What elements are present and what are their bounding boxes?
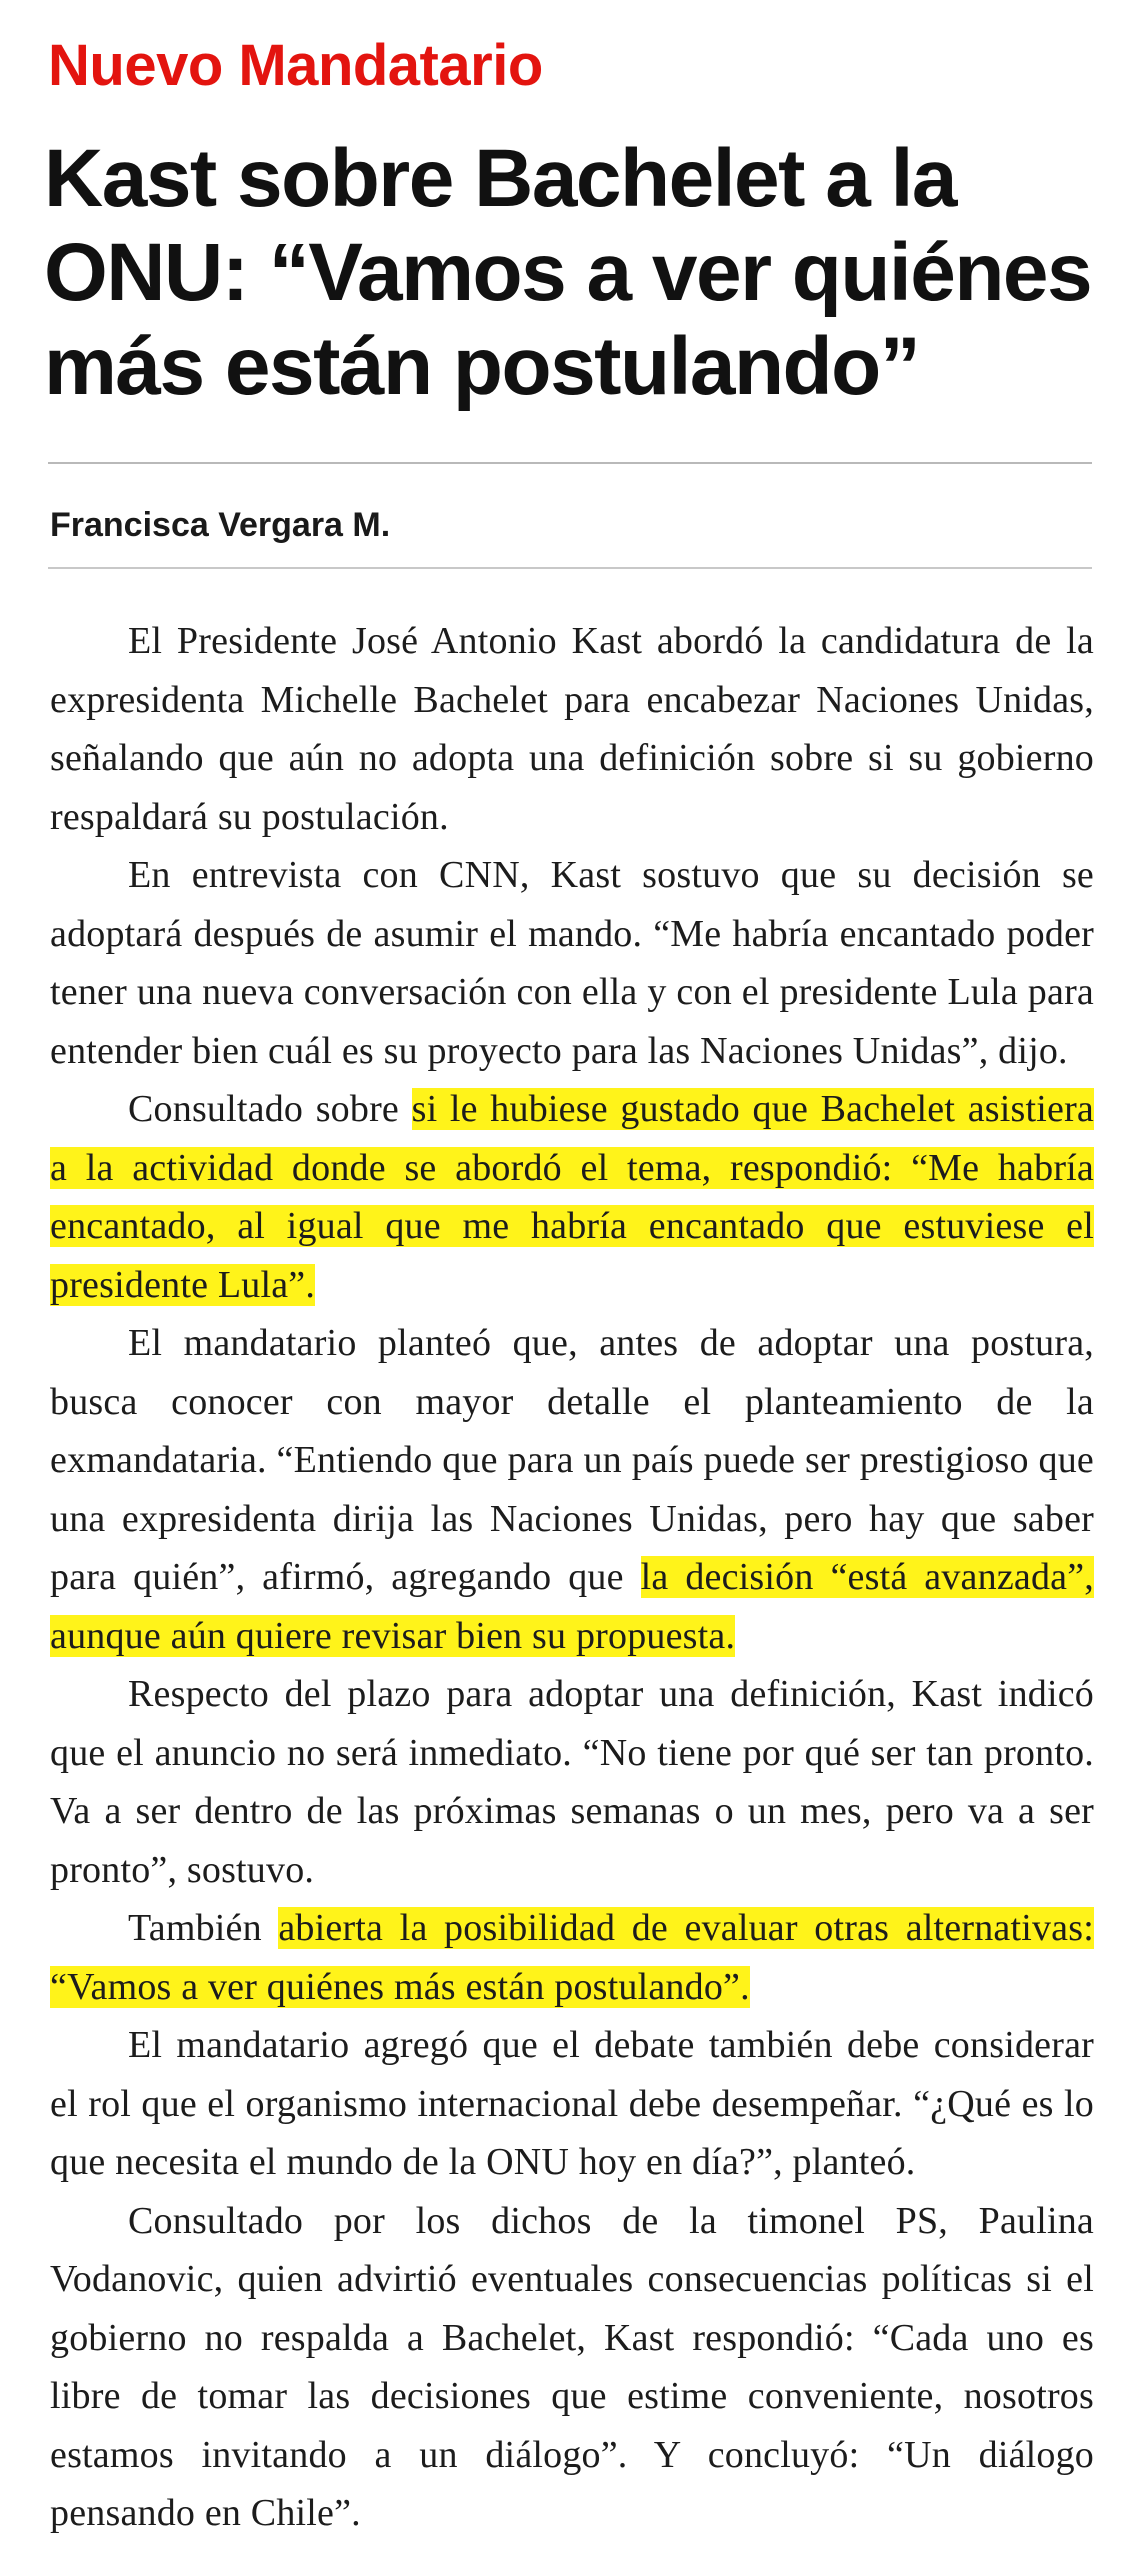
paragraph <box>50 1080 1094 1314</box>
paragraph-text: Consultado por los dichos de la timonel PS, Paulina Vodanovic, quien advirtió eventuales consecuencias políticas si el gobierno no respalda a Bachelet, Kast respondió: “Cada uno es libre de tomar las decisiones que estime conveniente, nosotros estamos invitando a un diálogo”. Y concluyó: “Un diálogo pensando en Chile”. <box>50 2199 1094 2534</box>
paragraph <box>50 846 1094 1080</box>
paragraph <box>50 1665 1094 1899</box>
paragraph-text: El mandatario planteó que, antes de adoptar una postura, busca conocer con mayor detalle el planteamiento de la exmandataria. “Entiendo que para un país puede ser prestigioso que una expresidenta dirija las Naciones Unidas, pero hay que saber para quién”, afirmó, agregando que <box>50 1322 1094 1598</box>
byline-divider <box>48 567 1092 569</box>
paragraph <box>50 1899 1094 2016</box>
paragraph-text: El mandatario agregó que el debate también debe considerar el rol que el organismo internacional debe desempeñar. “¿Qué es lo que necesita el mundo de la ONU hoy en día?”, planteó. <box>50 2024 1094 2183</box>
byline: Francisca Vergara M. <box>50 506 391 544</box>
paragraph-text: En entrevista con CNN, Kast sostuvo que su decisión se adoptará después de asumir el mando. “Me habría encantado poder tener una nueva conversación con ella y con el presidente Lula para entender bien cuál es su proyecto para las Naciones Unidas”, dijo. <box>50 854 1094 1072</box>
article-body <box>50 612 1094 2543</box>
highlighted-text: abierta la posibilidad de evaluar otras alternativas: “Vamos a ver quiénes más están postulando”. <box>50 1907 1094 2008</box>
paragraph-text: El Presidente José Antonio Kast abordó la candidatura de la expresidenta Michelle Bachelet para encabezar Naciones Unidas, señalando que aún no adopta una definición sobre si su gobierno respaldará su postulación. <box>50 620 1094 838</box>
paragraph-text: Respecto del plazo para adoptar una definición, Kast indicó que el anuncio no será inmediato. “No tiene por qué ser tan pronto. Va a ser dentro de las próximas semanas o un mes, pero va a ser pronto”, sostuvo. <box>50 1673 1094 1891</box>
paragraph-text: Consultado sobre <box>128 1088 412 1130</box>
paragraph <box>50 2192 1094 2543</box>
paragraph <box>50 1314 1094 1665</box>
headline-divider <box>48 462 1092 464</box>
section-kicker: Nuevo Mandatario <box>48 33 543 98</box>
paragraph-text: También <box>128 1907 279 1949</box>
paragraph <box>50 2016 1094 2192</box>
highlighted-text: la decisión “está avanzada”, aunque aún quiere revisar bien su propuesta. <box>50 1556 1094 1657</box>
paragraph <box>50 612 1094 846</box>
headline: Kast sobre Bachelet a la ONU: “Vamos a ver quiénes más están postulando” <box>44 133 1092 412</box>
highlighted-text: si le hubiese gustado que Bachelet asistiera a la actividad donde se abordó el tema, respondió: “Me habría encantado, al igual que me habría encantado que estuviese el presidente Lula”. <box>50 1088 1094 1306</box>
